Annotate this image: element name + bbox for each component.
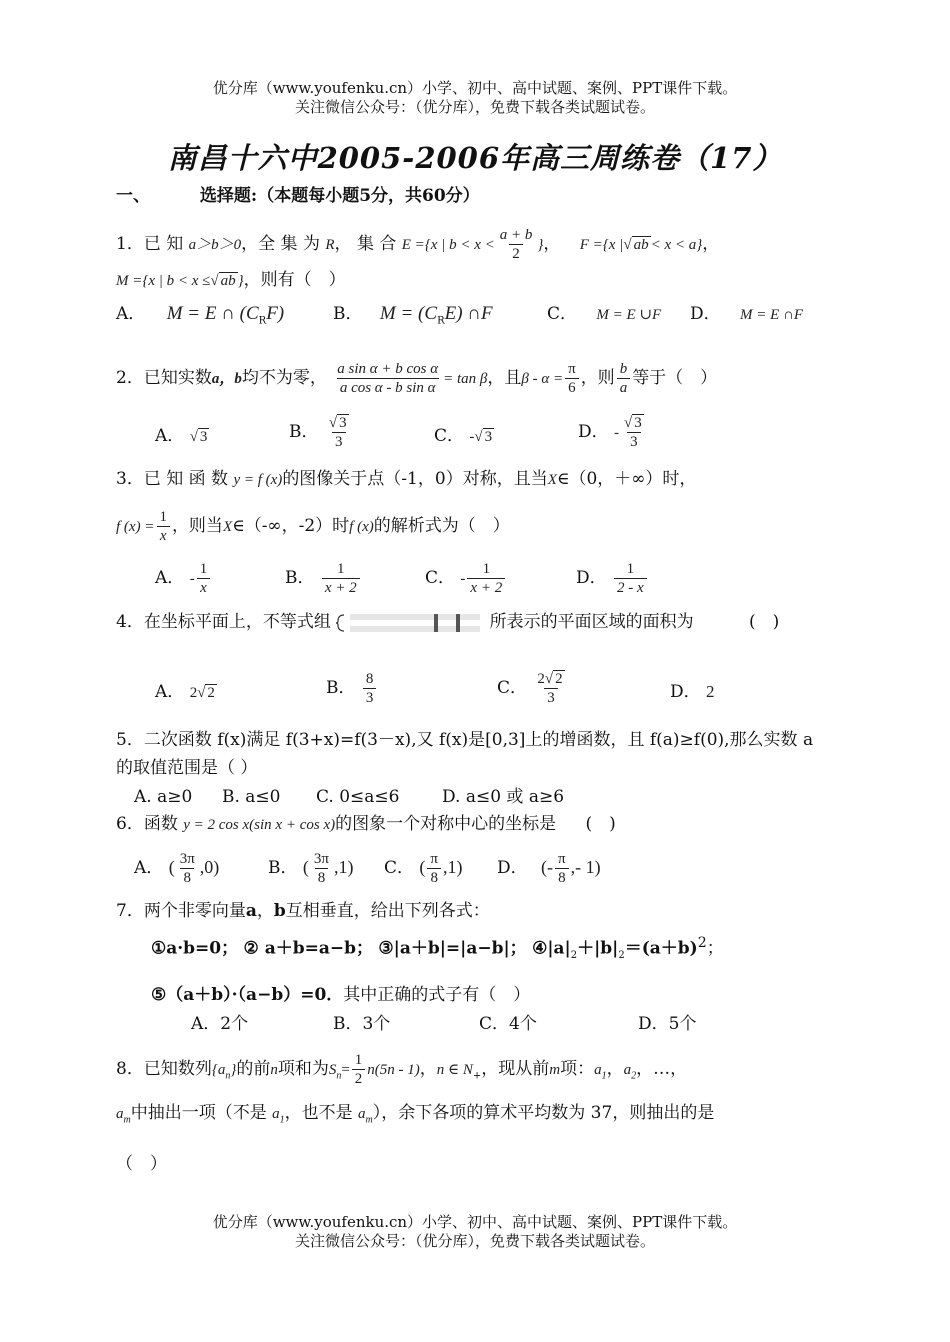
- q8-dots: ，…，: [636, 1059, 688, 1079]
- q2-eq: = tan β: [443, 371, 488, 387]
- q1-text-b: ，全 集 为: [241, 234, 320, 254]
- q6-expr: y = 2 cos x(sin x + cos x): [183, 817, 336, 833]
- option-label: A．: [116, 304, 146, 324]
- q2-pi-fraction: [565, 360, 579, 397]
- question-7-line-1: [116, 899, 490, 923]
- q7-formula-1: ①a·b=0；: [151, 938, 239, 959]
- frac-denominator: 3: [363, 688, 377, 707]
- option-label: C．: [547, 304, 578, 324]
- q4-option-b[interactable]: [326, 670, 378, 707]
- frac-numerator: 3π: [179, 851, 195, 867]
- frac-numerator: π: [430, 851, 438, 867]
- q8-nin-sub: +: [472, 1070, 482, 1082]
- answer-bracket: ( ): [749, 612, 780, 632]
- frac-numerator: 1: [626, 561, 635, 577]
- option-fraction: [363, 670, 377, 707]
- option-label: D．: [576, 568, 607, 588]
- q8-m: m: [549, 1062, 561, 1078]
- frac-numerator: π: [558, 851, 566, 867]
- question-number: 3．: [116, 469, 144, 489]
- option-sub: R: [437, 315, 445, 327]
- option-coefficient: 2: [189, 685, 198, 701]
- q7-formula-4-e: ；: [706, 938, 724, 959]
- frac-numerator: 1: [199, 561, 208, 577]
- option-expr-end: ,- 1): [570, 857, 601, 877]
- q2-option-a[interactable]: [155, 424, 209, 449]
- q7-formula-4-b: ＋|b|: [577, 938, 619, 959]
- question-1-line-2: [116, 268, 346, 293]
- q8-a1: a: [594, 1062, 602, 1078]
- q1-set-R: R: [325, 237, 335, 253]
- option-label: B．: [333, 304, 363, 324]
- frac-denominator: a cos α - b sin α: [337, 378, 439, 397]
- option-label: B．: [285, 568, 315, 588]
- option-fraction: [534, 670, 567, 707]
- q3-X: X: [547, 472, 557, 488]
- frac-numerator: √ 3: [624, 415, 642, 431]
- option-minus: -: [614, 425, 620, 441]
- frac-denominator: 8: [315, 868, 329, 887]
- option-value: 3: [199, 429, 208, 445]
- q7-vector-a: a: [245, 901, 257, 921]
- q7-exponent: 2: [618, 950, 625, 962]
- q2-text-e: 等于（ ）: [632, 368, 718, 388]
- q5-option-b[interactable]: B. a≤0: [222, 787, 281, 807]
- option-value: 2: [706, 682, 715, 701]
- option-label: A．: [134, 858, 164, 878]
- frac-denominator: 3: [627, 432, 641, 451]
- q6-option-a[interactable]: A． ( $\frac{3\pi}{8}$ ,0): [134, 851, 220, 886]
- q6-option-c[interactable]: C． ( $\frac{\pi}{8}$ ,1): [384, 851, 463, 886]
- q8-Sn-sub: n: [336, 1070, 342, 1082]
- q7-formula-4-c: ＝: [624, 938, 642, 959]
- sqrt-value: 2: [555, 671, 563, 687]
- q8-text-f: 项：: [560, 1059, 595, 1079]
- q8-text-i: ），余下各项的算术平均数为 37，则抽出的是: [372, 1103, 715, 1123]
- q8-nin: n ∈ N: [436, 1062, 473, 1078]
- q3-fx3: f (x): [349, 519, 374, 535]
- question-7-formulas: [151, 931, 724, 968]
- inequality-system-image: [336, 611, 484, 635]
- header-line-2: 关注微信公众号：（优分库），免费下载各类试题试卷。: [294, 98, 655, 116]
- q8-text-e: ，现从前: [481, 1059, 550, 1079]
- question-number: 6．: [116, 814, 144, 834]
- frac-numerator: √ 3: [328, 415, 347, 431]
- q1-text-a: 已 知: [143, 234, 184, 254]
- q1-set-M: M ={x | b < x ≤: [116, 273, 211, 289]
- q3-text-d: ，则当: [171, 516, 223, 536]
- q4-option-c[interactable]: [497, 670, 570, 707]
- q8-half-fraction: [352, 1051, 366, 1088]
- q7-text-b: 互相垂直，给出下列各式：: [285, 901, 490, 921]
- q5-option-a[interactable]: A. a≥0: [134, 787, 193, 807]
- option-expr-end: ,1): [443, 857, 463, 877]
- q8-am-sub: m: [123, 1114, 131, 1126]
- question-number: 5．: [116, 730, 144, 750]
- answer-bracket: ( ): [585, 814, 616, 834]
- frac-denominator: 8: [180, 868, 194, 887]
- q2-ab: a，b: [211, 371, 242, 387]
- q8-a1-ref-sub: 1: [279, 1114, 285, 1126]
- frac-numerator: b: [619, 361, 628, 377]
- option-label: D．: [578, 422, 609, 442]
- sqrt-icon: √: [474, 429, 483, 445]
- q4-option-d[interactable]: [670, 680, 715, 704]
- q1-fraction-E: [497, 226, 536, 263]
- option-sub: R: [258, 315, 267, 327]
- question-8-line-3: （ ）: [116, 1154, 167, 1174]
- q7-option-b[interactable]: B．3个: [333, 1014, 391, 1034]
- option-fraction: [326, 414, 352, 451]
- sqrt-icon: √: [210, 273, 219, 289]
- q1-comma: ，: [543, 234, 561, 254]
- option-label: C．: [384, 858, 415, 878]
- option-expr: M = E ∩F: [740, 307, 804, 323]
- q1-text-c: ， 集 合: [334, 234, 397, 254]
- q7-formula-3: ③|a＋b|=|a−b|；: [378, 938, 527, 959]
- option-fraction: [614, 560, 647, 597]
- q1-set-F-end: < x < a}: [650, 237, 703, 253]
- question-8-line-1: 8．已知数列$\{a_n\}$的前n项和为$S_n=$ $\frac{1}{2}$ n(5n - 1)，n ∈ $N_+$，现从前m项：$a_1$，$a_2$，…，: [116, 1052, 688, 1087]
- q2-text-b: 均不为零，: [241, 368, 327, 388]
- q8-a1-ref: a: [272, 1106, 280, 1122]
- q2-fraction: [334, 360, 441, 397]
- option-expr: M = E ∩ (C: [166, 303, 259, 324]
- question-5-line-2: 的取值范围是（ ）: [116, 758, 258, 778]
- option-fraction: [467, 560, 505, 597]
- frac-denominator: 3: [544, 688, 558, 707]
- question-3-line-1: [116, 467, 696, 492]
- q8-text-h: ，也不是: [284, 1103, 353, 1123]
- sqrt-value: 3: [339, 415, 347, 431]
- q8-text-a: 已知数列: [143, 1059, 212, 1079]
- question-8-line-2: [116, 1101, 714, 1132]
- q5-option-d[interactable]: D. a≤0 或 a≥6: [442, 787, 565, 807]
- frac-denominator: 3: [332, 432, 346, 451]
- q1-set-E-end: }: [537, 237, 544, 253]
- q2-text-c: ，且: [487, 368, 522, 388]
- q8-n: n: [270, 1062, 278, 1078]
- frac-numerator: a + b: [499, 227, 533, 243]
- option-expr-end: ,0): [199, 857, 220, 877]
- frac-denominator: x + 2: [322, 578, 360, 597]
- q8-text-g: 中抽出一项（不是: [130, 1103, 267, 1123]
- frac-denominator: x: [197, 578, 210, 597]
- q2-text-d: ，则: [580, 368, 615, 388]
- q7-exponent: 2: [697, 935, 707, 951]
- question-number: 2．: [116, 368, 144, 388]
- q6-text-a: 函数: [143, 814, 178, 834]
- q7-option-c[interactable]: C．4个: [479, 1014, 537, 1034]
- q8-eq: =: [341, 1062, 350, 1078]
- question-3-line-2: [116, 508, 510, 545]
- frac-denominator: x: [157, 526, 170, 545]
- q7-comma: ，: [256, 901, 274, 921]
- option-fraction: [427, 850, 441, 887]
- question-number: 1．: [116, 234, 144, 254]
- q7-formula-4-d: (a＋b): [641, 938, 698, 959]
- option-label: D．: [690, 304, 721, 324]
- frac-denominator: 2: [352, 1069, 366, 1088]
- header-line-1: 优分库（www.youfenku.cn）小学、初中、高中试题、案例、PPT课件下载。: [212, 79, 738, 97]
- option-expr-end: E) ∩F: [444, 303, 493, 324]
- option-label: D．: [670, 682, 701, 702]
- q3-text-f: 的解析式为（ ）: [373, 516, 510, 536]
- frac-numerator: 1: [159, 509, 167, 525]
- q2-option-c[interactable]: [434, 424, 494, 449]
- frac-denominator: 2 - x: [614, 578, 647, 597]
- question-1-line-1: 1．已 知 a＞b＞0，全 集 为 R， 集 合 E ={x | b < x < $\frac{a + b}{2}$ }， F ={x |√ ab < x < a}，: [116, 227, 720, 262]
- q1-option-d[interactable]: [690, 302, 803, 327]
- option-minus: -: [460, 571, 466, 587]
- q8-seq: {a: [211, 1062, 226, 1078]
- q4-option-a[interactable]: [155, 680, 217, 705]
- q7-text-a: 两个非零向量: [143, 901, 246, 921]
- option-label: C．: [434, 426, 465, 446]
- option-fraction: [177, 850, 198, 887]
- q6-option-b[interactable]: B． ( $\frac{3\pi}{8}$ ,1): [268, 851, 354, 886]
- option-minus: -: [469, 429, 475, 445]
- q1-tail: ，则有（ ）: [243, 270, 346, 290]
- q7-option-a[interactable]: A．2个: [191, 1014, 249, 1034]
- q3-option-c[interactable]: [425, 560, 507, 597]
- q8-am-ref-sub: m: [365, 1114, 373, 1126]
- frac-numerator: 1: [337, 561, 345, 577]
- q1-set-E: E ={x | b < x <: [401, 237, 495, 253]
- q7-tail: 其中正确的式子有（ ）: [343, 985, 531, 1005]
- option-label: B．: [289, 422, 319, 442]
- option-expr-end: F): [266, 303, 285, 324]
- q7-vector-b: b: [273, 901, 286, 921]
- q8-am-ref: a: [358, 1106, 366, 1122]
- frac-denominator: 2: [509, 244, 523, 263]
- q3-fx: y = f (x): [233, 472, 283, 488]
- frac-numerator: 8: [365, 671, 374, 687]
- question-number: 4．: [116, 612, 144, 632]
- frac-numerator: 2√ 2: [537, 671, 563, 687]
- option-fraction: [197, 560, 211, 597]
- q3-fx2: f (x) =: [116, 519, 155, 535]
- frac-numerator: 1: [354, 1052, 363, 1068]
- frac-denominator: a: [617, 378, 631, 397]
- section-label: 选择题:（本题每小题5分，共60分）: [199, 186, 480, 206]
- option-minus: -: [189, 571, 195, 587]
- q7-formula-5: ⑤（a＋b）·（a−b）=0．: [151, 985, 344, 1005]
- q3-fraction: [156, 508, 170, 545]
- q8-a1-sub: 1: [601, 1070, 607, 1082]
- q3-X2: X: [222, 519, 233, 535]
- q6-option-d[interactable]: D． (- $\frac{\pi}{8}$ ,- 1): [497, 851, 601, 886]
- q1-set-F: F ={x |: [579, 237, 624, 253]
- q5-text-1: 二次函数 f(x)满足 f(3+x)=f(3－x),又 f(x)是[0,3]上的增函数，且 f(a)≥f(0),那么实数 a: [143, 730, 814, 750]
- sqrt-icon: √: [623, 237, 632, 253]
- page-title: 南昌十六中2005-2006年高三周练卷（17）: [167, 141, 783, 175]
- q2-ba-fraction: [617, 360, 631, 397]
- question-number: 8．: [116, 1059, 144, 1079]
- q2-beta: β - α =: [521, 371, 564, 387]
- footer-line-1: 优分库（www.youfenku.cn）小学、初中、高中试题、案例、PPT课件下载。: [212, 1213, 738, 1231]
- section-heading: [116, 184, 480, 208]
- option-label: A．: [155, 568, 185, 588]
- q1-set-M-end: }: [237, 273, 244, 289]
- q8-a2: a: [623, 1062, 632, 1078]
- question-2-line-1: [116, 360, 717, 397]
- question-4-line-1: [116, 610, 779, 635]
- q7-formula-4-a: ④|a|: [532, 938, 571, 959]
- option-value: 2: [207, 685, 215, 701]
- question-number: 7．: [116, 901, 144, 921]
- q5-option-c[interactable]: C. 0≤a≤6: [316, 787, 400, 807]
- q7-formula-2: ② a＋b=a−b；: [243, 938, 373, 959]
- option-fraction: [322, 560, 360, 597]
- q8-text-c: 项和为: [277, 1059, 329, 1079]
- q3-option-b[interactable]: [285, 560, 362, 597]
- q2-text-a: 已知实数: [143, 368, 212, 388]
- option-fraction: [311, 850, 332, 887]
- q3-text-a: 已 知 函 数: [143, 469, 229, 489]
- q1-sqrt-ab-2: ab: [220, 273, 236, 289]
- q1-condition: a＞b＞0: [188, 237, 242, 253]
- frac-numerator: π: [568, 361, 576, 377]
- question-5-line-1: [116, 728, 813, 752]
- q6-text-b: 的图象一个对称中心的坐标是: [335, 814, 557, 834]
- q8-seq-sub: n: [225, 1070, 231, 1082]
- q4-text-b: 所表示的平面区域的面积为: [489, 612, 694, 632]
- q3-text-b: 的图像关于点（-1，0）对称，且当: [282, 469, 548, 489]
- q2-option-d[interactable]: [578, 414, 649, 451]
- q8-text-b: 的前: [236, 1059, 271, 1079]
- option-expr: M = (C: [379, 303, 438, 324]
- q4-text-a: 在坐标平面上，不等式组: [143, 612, 331, 632]
- frac-numerator: 3π: [313, 851, 329, 867]
- option-value: 3: [484, 429, 493, 445]
- option-fraction: [555, 850, 569, 887]
- frac-denominator: 8: [555, 868, 569, 887]
- sqrt-icon: √: [197, 685, 206, 701]
- option-label: C．: [497, 678, 528, 698]
- q7-option-d[interactable]: D．5个: [638, 1014, 697, 1034]
- option-label: A．: [155, 682, 185, 702]
- q8-text-d: ，: [419, 1059, 437, 1079]
- q8-am: a: [116, 1106, 124, 1122]
- q8-a2-sub: 2: [631, 1070, 637, 1082]
- question-6-line-1: [116, 812, 616, 837]
- frac-numerator: a sin α + b cos α: [337, 361, 439, 377]
- option-fraction: [621, 414, 647, 451]
- option-label: A．: [155, 426, 185, 446]
- q8-expr: n(5n - 1): [367, 1062, 420, 1078]
- frac-numerator: 1: [482, 561, 491, 577]
- section-number: 一、: [116, 186, 150, 206]
- q7-exponent: 2: [570, 950, 578, 962]
- q3-option-a[interactable]: [155, 560, 212, 597]
- sqrt-icon: √: [189, 429, 198, 445]
- q1-option-c[interactable]: [547, 302, 661, 327]
- q1-option-b[interactable]: [333, 302, 493, 333]
- frac-denominator: x + 2: [467, 578, 505, 597]
- option-expr: M = E ∪F: [596, 307, 662, 323]
- option-label: D．: [497, 858, 528, 878]
- q3-text-c: ∈（0，＋∞）时，: [556, 469, 697, 489]
- frac-denominator: 8: [427, 868, 441, 887]
- coefficient: 2: [537, 671, 545, 687]
- frac-denominator: 6: [565, 378, 579, 397]
- q8-Sn: S: [328, 1062, 337, 1078]
- q2-option-b[interactable]: [289, 414, 354, 451]
- question-7-line-3: [151, 983, 530, 1007]
- q3-text-e: ∈（-∞，-2）时: [232, 516, 350, 536]
- option-label: B．: [268, 858, 298, 878]
- sqrt-value: 3: [634, 415, 642, 431]
- option-label: B．: [326, 678, 356, 698]
- q8-seq-end: }: [230, 1062, 237, 1078]
- q3-option-d[interactable]: [576, 560, 649, 597]
- q1-option-a[interactable]: [116, 302, 284, 333]
- q1-sqrt-ab: ab: [633, 237, 649, 253]
- option-expr-end: ,1): [333, 857, 354, 877]
- footer-line-2: 关注微信公众号：（优分库），免费下载各类试题试卷。: [294, 1232, 655, 1250]
- option-label: C．: [425, 568, 456, 588]
